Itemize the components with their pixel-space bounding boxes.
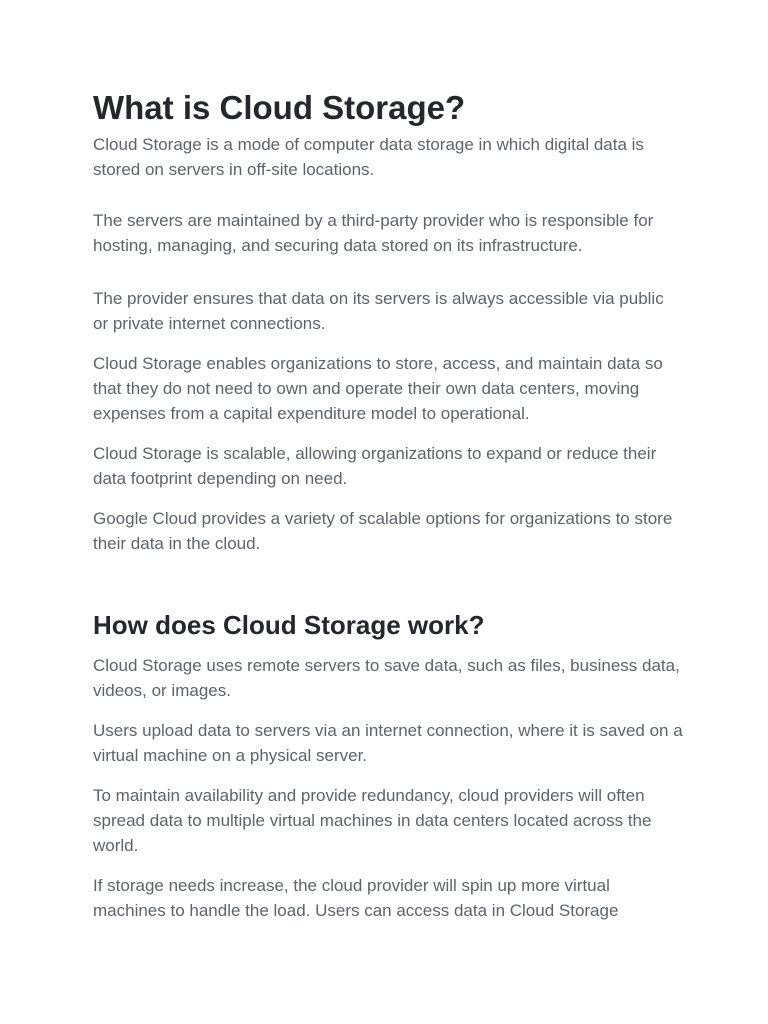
paragraph: Google Cloud provides a variety of scalable options for organizations to store their data in the cloud. (93, 509, 673, 553)
paragraph: Cloud Storage is a mode of computer data storage in which digital data is stored on servers in off-site locations. (93, 135, 644, 179)
article (93, 88, 683, 923)
section-what-is-cloud-storage (93, 88, 683, 556)
paragraph: The provider ensures that data on its servers is always accessible via public or private internet connections. (93, 289, 664, 333)
page-title: What is Cloud Storage? (93, 89, 466, 126)
paragraph: Cloud Storage enables organizations to store, access, and maintain data so that they do not need to own and operate their own data centers, moving expenses from a capital expenditure model to operational. (93, 354, 663, 423)
paragraph: The servers are maintained by a third-party provider who is responsible for hosting, managing, and securing data stored on its infrastructure. (93, 211, 654, 255)
paragraph: Users upload data to servers via an internet connection, where it is saved on a virtual machine on a physical server. (93, 721, 683, 765)
section-heading: How does Cloud Storage work? (93, 610, 485, 640)
paragraph: To maintain availability and provide redundancy, cloud providers will often spread data to multiple virtual machines in data centers located across the world. (93, 786, 652, 855)
paragraph: Cloud Storage is scalable, allowing organizations to expand or reduce their data footprint depending on need. (93, 444, 657, 488)
paragraph: Cloud Storage uses remote servers to save data, such as files, business data, videos, or images. (93, 656, 680, 700)
section-how-cloud-storage-works (93, 609, 683, 923)
paragraph: If storage needs increase, the cloud provider will spin up more virtual machines to handle the load. Users can access data in Cloud Storage (93, 876, 619, 920)
